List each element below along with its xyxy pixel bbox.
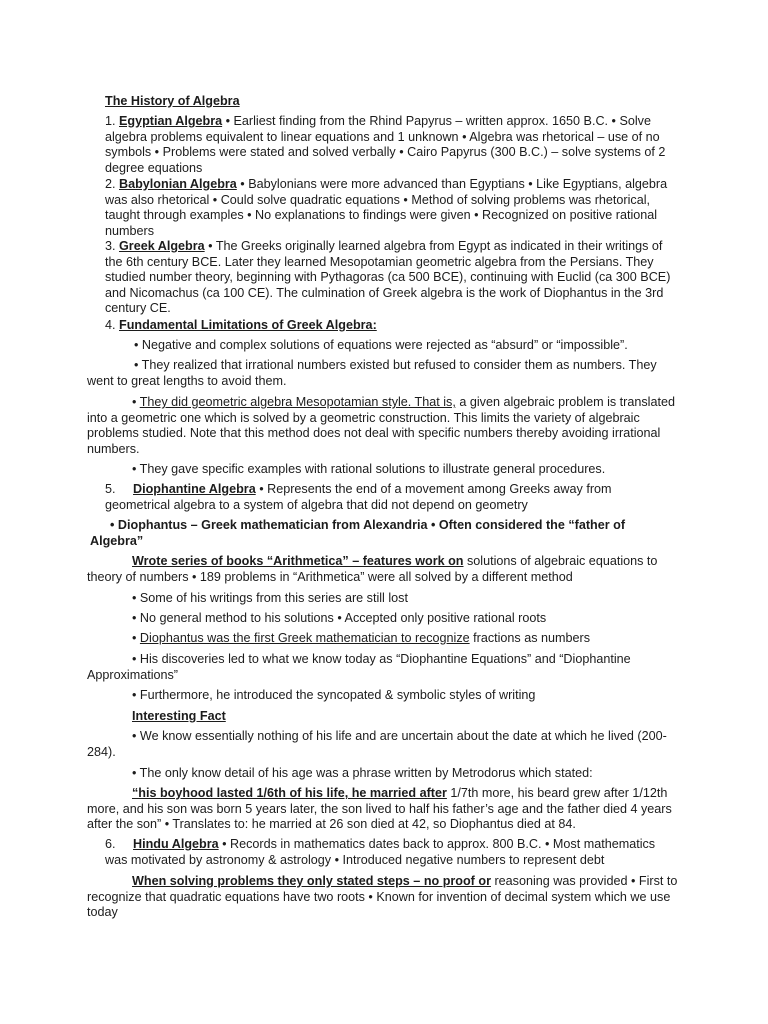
section-hindu bbox=[105, 837, 673, 868]
section-heading: Egyptian Algebra bbox=[119, 114, 223, 128]
bullet-no-general-method: • No general method to his solutions • Accepted only positive rational roots bbox=[132, 611, 547, 625]
bullet-syncopated: • Furthermore, he introduced the syncopated & symbolic styles of writing bbox=[132, 688, 536, 702]
section-number: 6. bbox=[105, 837, 116, 851]
section-babylonian bbox=[105, 177, 673, 239]
bullet-writings-lost: • Some of his writings from this series are still lost bbox=[132, 591, 408, 605]
bold-underlined-phrase: When solving problems they only stated steps – no proof or bbox=[132, 874, 491, 888]
underlined-phrase: Diophantus was the first Greek mathematician to recognize bbox=[139, 631, 470, 645]
paragraph-text: a given algebraic problem is translated into a geometric one which is solved by a geometric construction. This limits the variety of algebraic problems studied. Note that this method does not deal with specific numbers thereby avoiding irrational numbers. bbox=[87, 395, 675, 456]
section-body: • Earliest finding from the Rhind Papyrus – written approx. 1650 B.C. • Solve algebra problems equivalent to linear equations and 1 unknown • Algebra was rhetorical – use of no symbols • Problems were stated and solved verbally • Cairo Papyrus (300 B.C.) – solve systems of 2 degree equations bbox=[105, 114, 666, 175]
section-body: • Represents the end of a movement among Greeks away from geometrical algebra to a system of algebra that did not depend on geometry bbox=[105, 482, 612, 512]
section-number: 3. bbox=[105, 239, 116, 253]
bullet-we-know: • We know essentially nothing of his life and are uncertain about the date at which he lived (200-284). bbox=[87, 729, 667, 759]
paragraph-text: fractions as numbers bbox=[469, 631, 591, 645]
section-egyptian bbox=[105, 114, 673, 176]
hindu-steps-paragraph bbox=[87, 874, 683, 921]
section-number: 5. bbox=[105, 482, 116, 496]
section-number: 4. bbox=[105, 318, 116, 332]
arithmetica-paragraph bbox=[87, 554, 683, 585]
diophantus-intro: • Diophantus – Greek mathematician from Alexandria • Often considered the “father of Algebra” bbox=[90, 518, 626, 548]
section-diophantine bbox=[105, 482, 645, 513]
paragraph-text: solutions of algebraic equations to theory of numbers • 189 problems in “Arithmetica” were all solved by a different method bbox=[87, 554, 658, 584]
bullet-only-know: • The only know detail of his age was a phrase written by Metrodorus which stated: bbox=[132, 766, 593, 780]
limitation-negative: • Negative and complex solutions of equations were rejected as “absurd” or “impossible”. bbox=[134, 338, 628, 352]
limitation-irrational: • They realized that irrational numbers existed but refused to consider them as numbers. They went to great lengths to avoid them. bbox=[87, 358, 657, 388]
page-title: The History of Algebra bbox=[105, 94, 240, 108]
bullet: • bbox=[132, 395, 140, 409]
bold-underlined-phrase: Wrote series of books “Arithmetica” – features work on bbox=[132, 554, 464, 568]
section-number: 2. bbox=[105, 177, 116, 191]
boyhood-quote bbox=[87, 786, 683, 833]
paragraph-text: reasoning was provided • First to recognize that quadratic equations have two roots • Known for invention of decimal system which we use today bbox=[87, 874, 678, 920]
bullet: • bbox=[132, 631, 140, 645]
section-body: • The Greeks originally learned algebra from Egypt as indicated in their writings of the 6th century BCE. Later they learned Mesopotamian geometric algebra from the Persians. They studied number theory, beginning with Pythagoras (ca 500 BCE), continuing with Euclid (ca 300 BCE) and Nicomachus (ca 100 CE). The culmination of Greek algebra is the work of Diophantus in the 3rd century CE. bbox=[105, 239, 671, 316]
section-body: • Babylonians were more advanced than Egyptians • Like Egyptians, algebra was also rhetorical • Could solve quadratic equations • Method of solving problems was rhetorical, taught through examples • No explanations to findings were given • Recognized on positive rational numbers bbox=[105, 177, 668, 238]
interesting-fact-heading: Interesting Fact bbox=[132, 709, 226, 723]
section-heading: Babylonian Algebra bbox=[119, 177, 237, 191]
section-body: • Records in mathematics dates back to approx. 800 B.C. • Most mathematics was motivated by astronomy & astrology • Introduced negative numbers to represent debt bbox=[105, 837, 656, 867]
underlined-phrase: They did geometric algebra Mesopotamian style. That is, bbox=[139, 395, 456, 409]
paragraph-text: 1/7th more, his beard grew after 1/12th more, and his son was born 5 years later, the son lived to half his father’s age and the father died 4 years after the son” • Translates to: he married at 26 son died at 42, so Diophantus died at 84. bbox=[87, 786, 672, 832]
bullet-fractions bbox=[132, 631, 692, 647]
section-limitations bbox=[105, 318, 673, 334]
section-heading: Fundamental Limitations of Greek Algebra: bbox=[119, 318, 377, 332]
section-heading: Diophantine Algebra bbox=[133, 482, 256, 496]
limitation-geometric bbox=[87, 395, 683, 457]
limitation-examples: • They gave specific examples with rational solutions to illustrate general procedures. bbox=[132, 462, 606, 476]
section-number: 1. bbox=[105, 114, 116, 128]
section-heading: Greek Algebra bbox=[119, 239, 205, 253]
section-heading: Hindu Algebra bbox=[133, 837, 219, 851]
section-greek bbox=[105, 239, 673, 317]
bold-underlined-phrase: “his boyhood lasted 1/6th of his life, he married after bbox=[132, 786, 447, 800]
bullet-discoveries: • His discoveries led to what we know today as “Diophantine Equations” and “Diophantine Approximations” bbox=[87, 652, 631, 682]
